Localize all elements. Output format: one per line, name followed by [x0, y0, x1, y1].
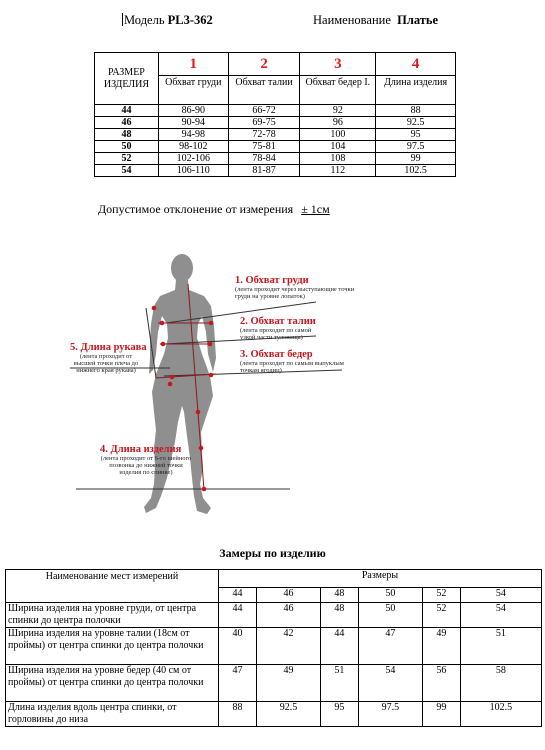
annotation-title: 1. Обхват груди	[235, 275, 309, 286]
value-cell: 102.5	[376, 165, 456, 177]
size-cell: 44	[95, 105, 159, 117]
value-cell: 88	[376, 105, 456, 117]
column-label: Обхват бедер I.	[300, 76, 376, 105]
table-row	[95, 141, 456, 153]
column-label: Обхват талии	[228, 76, 300, 105]
measure-name: Ширина изделия на уровне бедер (40 см от проймы) от центра спинки до центра полочки	[6, 665, 219, 702]
table-row	[6, 665, 542, 702]
annotation-sleeve	[70, 342, 147, 375]
table-row	[95, 105, 456, 117]
size-cell: 46	[95, 117, 159, 129]
annotation-note: (лента проходит через выступающие точки груди на уровне лопаток)	[235, 286, 355, 301]
value-cell: 72-78	[228, 129, 300, 141]
name-value: Платье	[397, 13, 439, 27]
column-number: 1	[158, 53, 228, 76]
size-cell: 48	[95, 129, 159, 141]
table-row	[6, 702, 542, 727]
name-label: Наименование	[313, 13, 391, 27]
value-cell: 88	[219, 702, 257, 727]
value-cell: 92.5	[257, 702, 321, 727]
value-cell: 42	[257, 628, 321, 665]
value-cell: 50	[358, 603, 422, 628]
annotation-note: (лента проходит от 6-го шейного позвонка до нижней точки изделия по спинке)	[100, 455, 192, 477]
value-cell: 108	[300, 153, 376, 165]
text-cursor	[122, 13, 123, 26]
model-code: PL3-362	[167, 13, 213, 27]
annotation-title: 5. Длина рукава	[70, 342, 147, 353]
column-number: 2	[228, 53, 300, 76]
size-header-cell: 54	[460, 588, 541, 603]
value-cell: 46	[257, 603, 321, 628]
measure-name: Ширина изделия на уровне талии (18см от проймы) от центра спинки до центра полочки	[6, 628, 219, 665]
table-row	[95, 129, 456, 141]
measure-name: Длина изделия вдоль центра спинки, от горловины до низа	[6, 702, 219, 727]
header-label: Наименование мест измерений	[6, 570, 219, 603]
value-cell: 56	[422, 665, 460, 702]
column-number: 3	[300, 53, 376, 76]
value-cell: 92.5	[376, 117, 456, 129]
value-cell: 47	[219, 665, 257, 702]
annotation-title: 4. Длина изделия	[100, 444, 182, 455]
annotation-title: 3. Обхват бедер	[240, 349, 313, 360]
size-header-cell: 50	[358, 588, 422, 603]
size-header-cell: 46	[257, 588, 321, 603]
annotation-waist	[240, 316, 328, 341]
size-corner-label: РАЗМЕР ИЗДЕЛИЯ	[95, 53, 159, 105]
value-cell: 104	[300, 141, 376, 153]
annotation-note: (лента проходит по самым выпуклым точкам ягодиц)	[240, 360, 344, 375]
column-label: Обхват груди	[158, 76, 228, 105]
annotation-title: 2. Обхват талии	[240, 316, 316, 327]
annotation-note: (лента проходит по самой узкой части туловища)	[240, 327, 312, 342]
value-cell: 100	[300, 129, 376, 141]
value-cell: 66-72	[228, 105, 300, 117]
value-cell: 99	[376, 153, 456, 165]
value-cell: 98-102	[158, 141, 228, 153]
value-cell: 112	[300, 165, 376, 177]
value-cell: 95	[320, 702, 358, 727]
table-row	[6, 628, 542, 665]
column-number: 4	[376, 53, 456, 76]
product-name-line	[313, 13, 438, 28]
size-header-cell: 48	[320, 588, 358, 603]
value-cell: 96	[300, 117, 376, 129]
value-cell: 69-75	[228, 117, 300, 129]
model-label: Модель	[124, 13, 165, 27]
value-cell: 49	[422, 628, 460, 665]
value-cell: 99	[422, 702, 460, 727]
table-row	[95, 117, 456, 129]
model-line	[122, 13, 213, 28]
table-row	[95, 165, 456, 177]
value-cell: 86-90	[158, 105, 228, 117]
value-cell: 97.5	[376, 141, 456, 153]
value-cell: 49	[257, 665, 321, 702]
value-cell: 54	[460, 603, 541, 628]
value-cell: 75-81	[228, 141, 300, 153]
value-cell: 78-84	[228, 153, 300, 165]
value-cell: 102-106	[158, 153, 228, 165]
value-cell: 92	[300, 105, 376, 117]
size-cell: 54	[95, 165, 159, 177]
annotation-hips	[240, 349, 364, 374]
size-cell: 50	[95, 141, 159, 153]
value-cell: 48	[320, 603, 358, 628]
measure-name: Ширина изделия на уровне груди, от центра спинки до центра полочки	[6, 603, 219, 628]
size-table	[94, 52, 456, 177]
value-cell: 44	[219, 603, 257, 628]
table-row	[95, 153, 456, 165]
annotation-chest	[235, 275, 365, 300]
measurements-title: Замеры по изделию	[219, 546, 326, 560]
value-cell: 58	[460, 665, 541, 702]
value-cell: 94-98	[158, 129, 228, 141]
value-cell: 95	[376, 129, 456, 141]
measurement-diagram	[70, 246, 370, 526]
value-cell: 81-87	[228, 165, 300, 177]
tolerance-text: Допустимое отклонение от измерения	[98, 202, 294, 216]
value-cell: 40	[219, 628, 257, 665]
value-cell: 106-110	[158, 165, 228, 177]
value-cell: 52	[422, 603, 460, 628]
value-cell: 97.5	[358, 702, 422, 727]
value-cell: 47	[358, 628, 422, 665]
size-header-cell: 44	[219, 588, 257, 603]
value-cell: 51	[320, 665, 358, 702]
measurements-table	[5, 569, 542, 727]
value-cell: 44	[320, 628, 358, 665]
sizes-label: Размеры	[219, 570, 542, 588]
size-header-cell: 52	[422, 588, 460, 603]
column-label: Длина изделия	[376, 76, 456, 105]
size-cell: 52	[95, 153, 159, 165]
tolerance-value: ± 1см	[301, 202, 330, 216]
value-cell: 90-94	[158, 117, 228, 129]
annotation-length	[100, 444, 200, 477]
table-row	[6, 603, 542, 628]
value-cell: 51	[460, 628, 541, 665]
annotation-note: (лента проходит от высшей точки плеча до нижнего края рукава)	[73, 353, 139, 375]
value-cell: 54	[358, 665, 422, 702]
value-cell: 102.5	[460, 702, 541, 727]
tolerance-line	[98, 202, 330, 217]
